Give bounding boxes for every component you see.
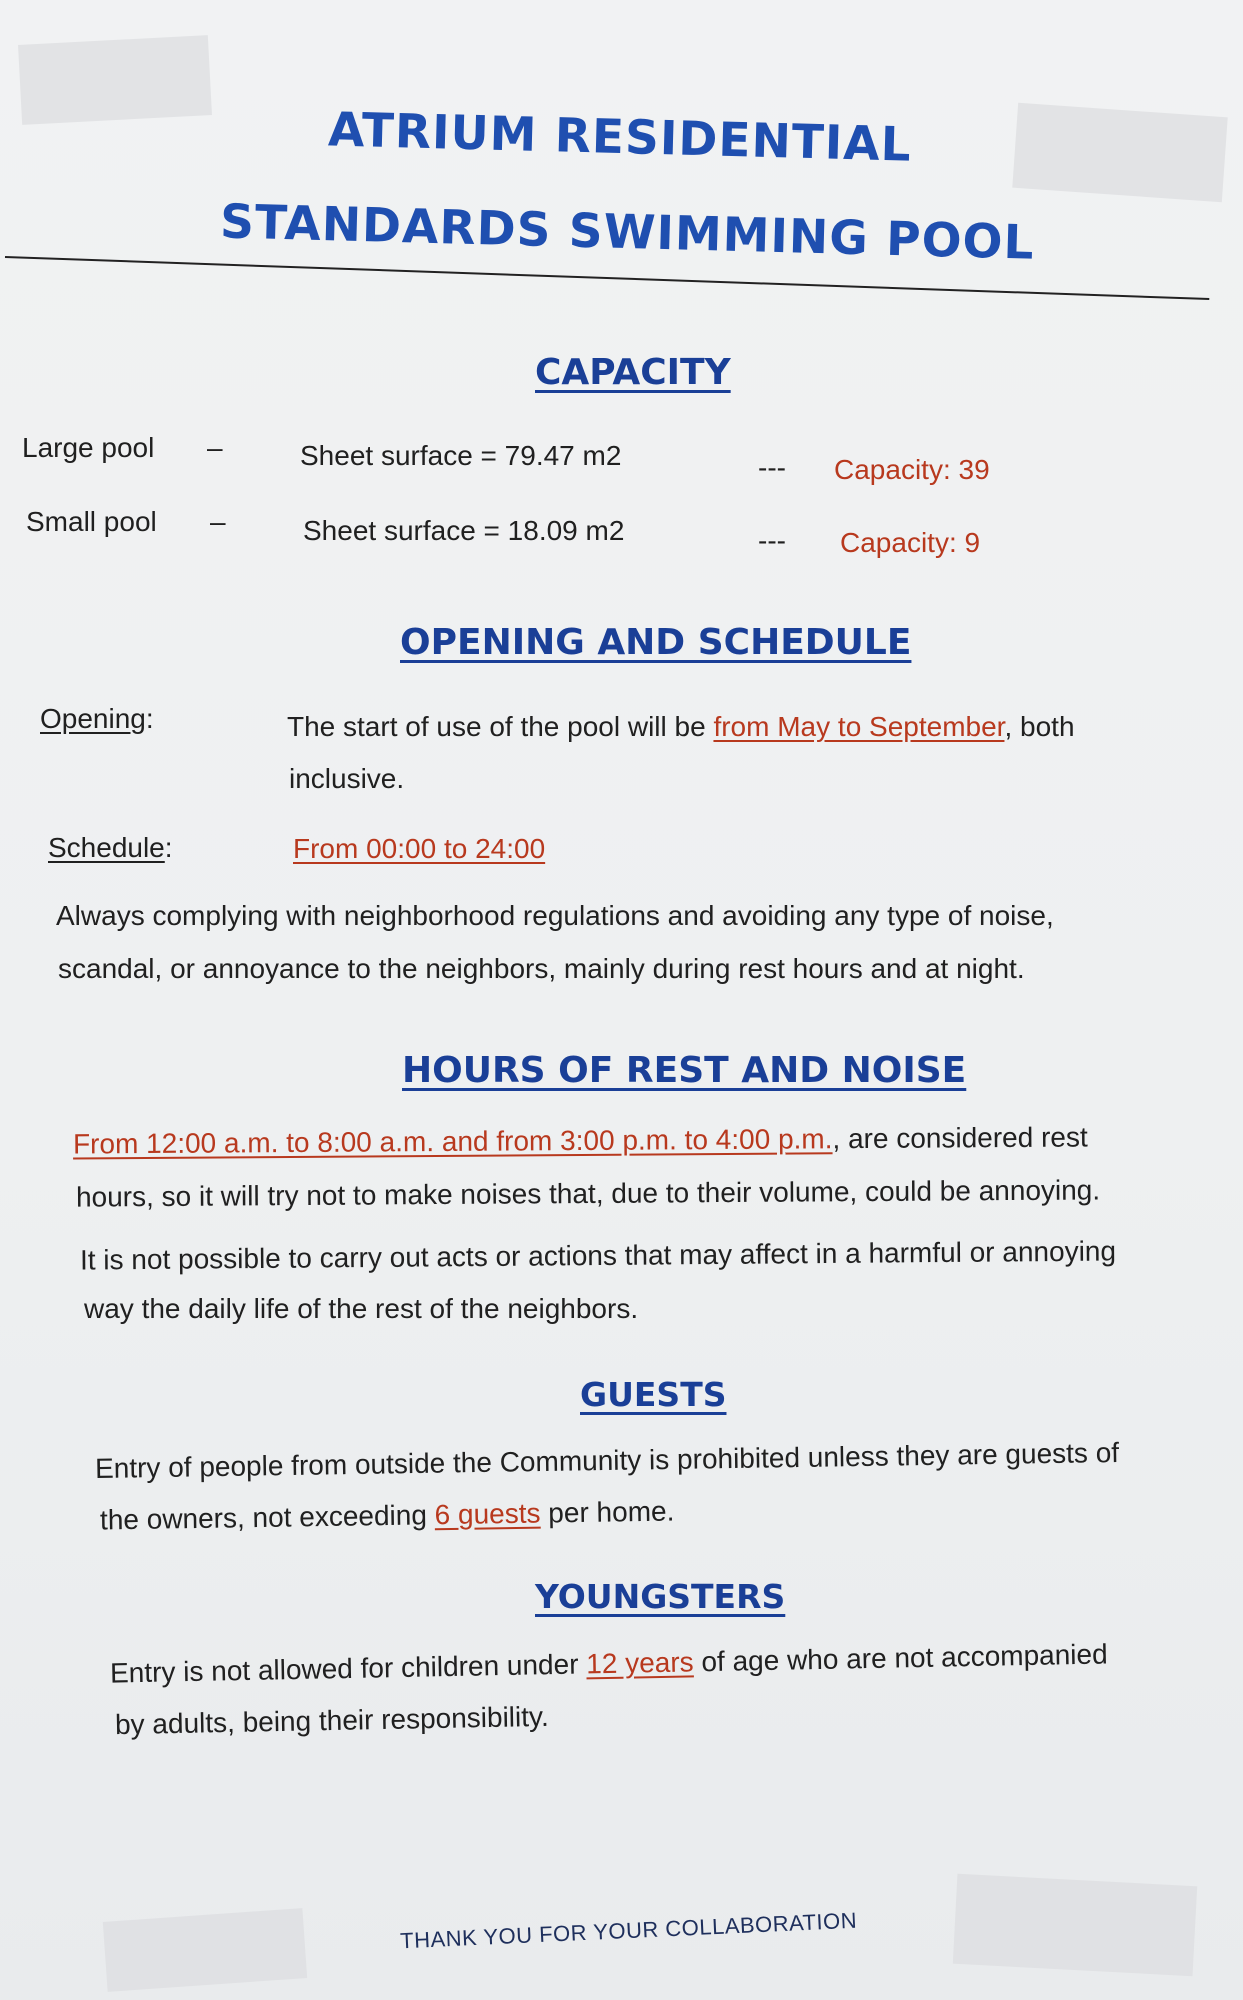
- large-pool-dash: –: [207, 432, 223, 463]
- footer-thanks: THANK YOU FOR YOUR COLLABORATION: [399, 1907, 858, 1954]
- opening-label-colon: :: [145, 703, 154, 734]
- tape-strip: [1012, 103, 1227, 202]
- rest-noise-line-3: It is not possible to carry out acts or actions that may affect in a harmful or annoying: [79, 1235, 1117, 1276]
- guests-line-2-pre: the owners, not exceeding: [99, 1499, 435, 1536]
- capacity-heading: CAPACITY: [535, 352, 731, 393]
- small-pool-dash: –: [210, 506, 226, 537]
- guests-heading: GUESTS: [580, 1375, 727, 1414]
- opening-label-text: Opening: [40, 703, 146, 734]
- small-pool-capacity: Capacity: 9: [840, 527, 981, 558]
- small-pool-label: Small pool: [26, 506, 157, 537]
- title-line-2: STANDARDS SWIMMING POOL: [219, 194, 1036, 271]
- youngsters-age: 12 years: [585, 1646, 694, 1680]
- rest-noise-line-1: [73, 1121, 1088, 1160]
- opening-label: [40, 703, 154, 735]
- opening-text-line-2: inclusive.: [289, 763, 405, 794]
- youngsters-line-2: by adults, being their responsibility.: [114, 1700, 549, 1741]
- opening-months: from May to September: [713, 711, 1005, 742]
- rest-hours-highlight: From 12:00 a.m. to 8:00 a.m. and from 3:00 p.m. to 4:00 p.m.: [72, 1123, 833, 1160]
- schedule-note-line-2: scandal, or annoyance to the neighbors, mainly during rest hours and at night.: [58, 953, 1025, 984]
- tape-strip: [18, 35, 212, 125]
- opening-text-pre: The start of use of the pool will be: [287, 711, 714, 742]
- opening-text-post: , both: [1004, 711, 1075, 742]
- large-pool-label: Large pool: [22, 432, 155, 463]
- tape-strip: [103, 1908, 307, 1992]
- youngsters-line-1-post: of age who are not accompanied: [693, 1638, 1108, 1678]
- rest-noise-heading: HOURS OF REST AND NOISE: [402, 1050, 967, 1091]
- large-pool-surface: Sheet surface = 79.47 m2: [300, 440, 622, 471]
- small-pool-separator: ---: [758, 525, 786, 556]
- rest-noise-line-2: hours, so it will try not to make noises that, due to their volume, could be annoying.: [75, 1174, 1101, 1213]
- guests-limit: 6 guests: [434, 1497, 541, 1531]
- title-line-1: ATRIUM RESIDENTIAL: [327, 102, 913, 173]
- schedule-value: From 00:00 to 24:00: [293, 833, 546, 864]
- guests-line-2: [100, 1495, 675, 1536]
- guests-line-2-post: per home.: [540, 1495, 675, 1529]
- tape-strip: [953, 1874, 1197, 1976]
- schedule-label-colon: :: [164, 832, 173, 863]
- rest-noise-line-4: way the daily life of the rest of the neighbors.: [84, 1293, 639, 1324]
- large-pool-separator: ---: [758, 452, 786, 483]
- opening-schedule-heading: OPENING AND SCHEDULE: [400, 622, 912, 663]
- schedule-note-line-1: Always complying with neighborhood regulations and avoiding any type of noise,: [56, 900, 1054, 931]
- rest-noise-line-1-post: , are considered rest: [832, 1121, 1088, 1155]
- youngsters-line-1-pre: Entry is not allowed for children under: [109, 1648, 587, 1689]
- youngsters-line-1: [110, 1638, 1108, 1689]
- large-pool-capacity: Capacity: 39: [834, 454, 990, 485]
- opening-text: [287, 711, 1075, 743]
- guests-line-1: Entry of people from outside the Community is prohibited unless they are guests of: [94, 1436, 1120, 1485]
- small-pool-surface: Sheet surface = 18.09 m2: [303, 515, 625, 546]
- schedule-label-text: Schedule: [48, 832, 165, 863]
- schedule-label: [48, 832, 173, 864]
- youngsters-heading: YOUNGSTERS: [535, 1577, 786, 1616]
